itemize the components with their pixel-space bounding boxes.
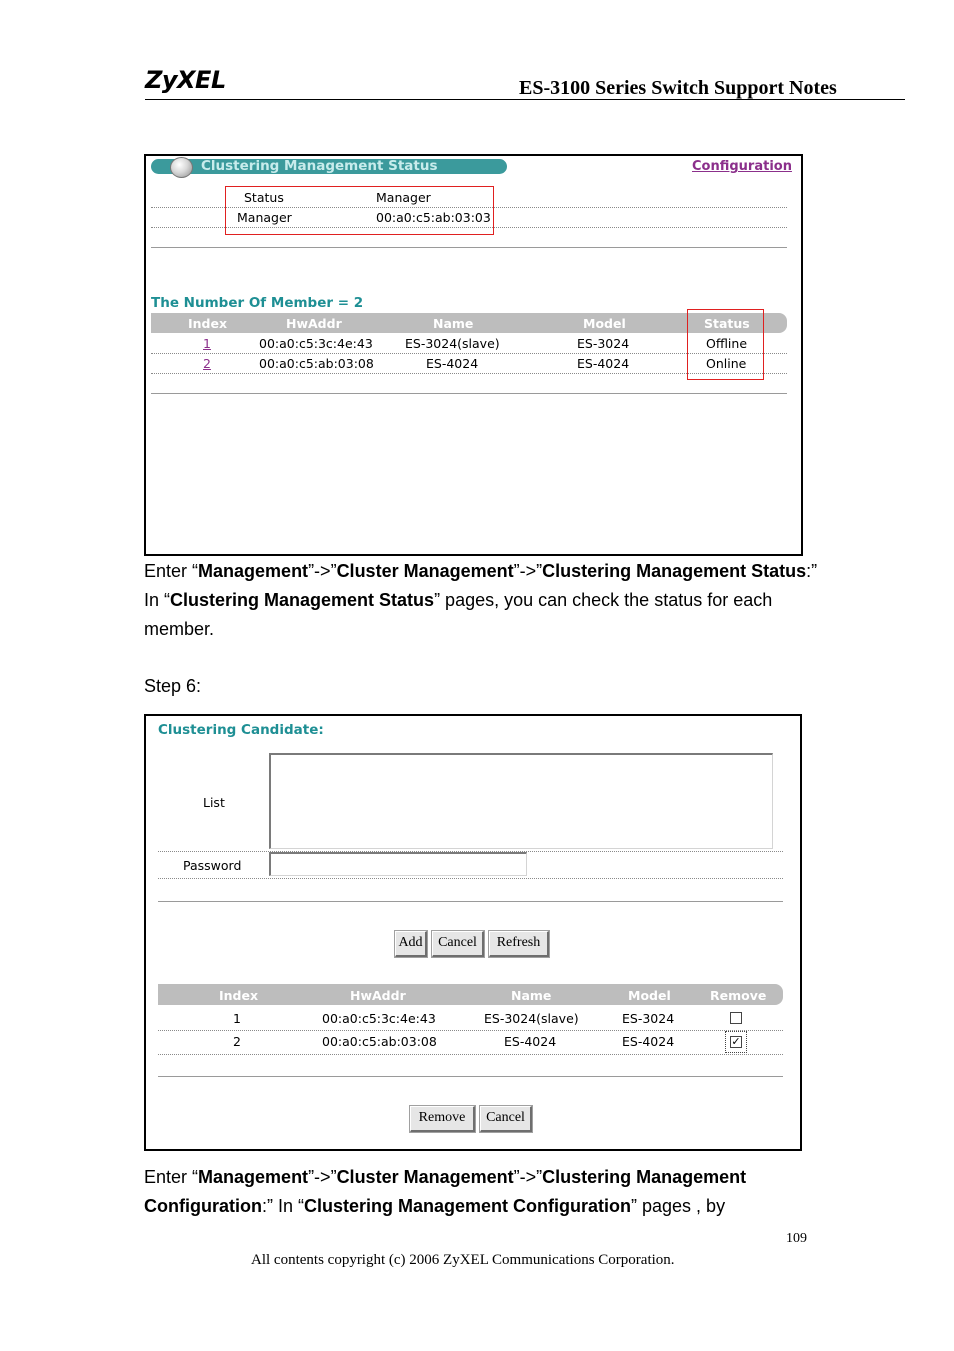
remove-button[interactable]: Remove <box>410 1106 475 1132</box>
manager-label: Manager <box>237 210 292 225</box>
password-input[interactable] <box>269 852 527 876</box>
text-run: ”->” <box>308 561 337 581</box>
member-status: Offline <box>706 336 748 351</box>
member-model: ES-4024 <box>577 356 630 371</box>
member-count-heading: The Number Of Member = 2 <box>151 295 364 311</box>
divider <box>158 1030 783 1031</box>
text-run: ” pages , by <box>631 1196 726 1216</box>
status-value: Manager <box>376 190 431 205</box>
member-hwaddr: 00:a0:c5:ab:03:08 <box>259 356 374 371</box>
text-run-bold: Clustering Management Status <box>170 590 435 610</box>
copyright-notice: All contents copyright (c) 2006 ZyXEL Communications Corporation. <box>251 1252 675 1268</box>
candidate-model: ES-3024 <box>622 1011 675 1026</box>
column-header-remove: Remove <box>710 988 767 1003</box>
candidate-hwaddr: 00:a0:c5:3c:4e:43 <box>322 1011 436 1026</box>
candidate-index: 2 <box>233 1034 241 1049</box>
status-panel-title: Clustering Management Status <box>201 158 438 174</box>
candidate-hwaddr: 00:a0:c5:ab:03:08 <box>322 1034 437 1049</box>
manager-highlight-box <box>225 186 494 235</box>
text-run-bold: Management <box>198 561 309 581</box>
text-run-bold: Clustering Management Configuration <box>304 1196 632 1216</box>
instruction-paragraph-configuration <box>144 1163 824 1221</box>
column-header-status: Status <box>704 316 750 331</box>
column-header-hwaddr: HwAddr <box>350 988 406 1003</box>
cancel-button[interactable]: Cancel <box>480 1106 532 1132</box>
text-run: :” In “ <box>144 561 818 610</box>
add-button[interactable]: Add <box>395 931 427 957</box>
header-rule <box>145 99 905 100</box>
manager-mac-value: 00:a0:c5:ab:03:03 <box>376 210 491 225</box>
member-index-link[interactable]: 2 <box>203 356 211 371</box>
text-run: Enter “ <box>144 561 199 581</box>
zyxel-logo: ZyXEL <box>145 66 226 94</box>
member-index-link[interactable]: 1 <box>203 336 211 351</box>
cancel-button[interactable]: Cancel <box>432 931 484 957</box>
refresh-button[interactable]: Refresh <box>489 931 549 957</box>
divider <box>158 1076 783 1077</box>
column-header-name: Name <box>433 316 474 331</box>
page-number: 109 <box>786 1231 807 1246</box>
candidate-panel-title: Clustering Candidate: <box>158 722 324 738</box>
column-header-name: Name <box>511 988 552 1003</box>
member-model: ES-3024 <box>577 336 630 351</box>
column-header-model: Model <box>583 316 626 331</box>
list-label: List <box>203 795 225 810</box>
remove-checkbox[interactable]: ✓ <box>731 1035 741 1048</box>
text-run: ”->” <box>308 1167 337 1187</box>
text-run-bold: Management <box>198 1167 309 1187</box>
member-name: ES-3024(slave) <box>405 336 500 351</box>
column-header-hwaddr: HwAddr <box>286 316 342 331</box>
configuration-link[interactable]: Configuration <box>692 159 792 174</box>
divider <box>151 247 787 248</box>
column-header-index: Index <box>219 988 259 1003</box>
divider <box>158 878 783 879</box>
orb-icon <box>170 157 193 178</box>
member-name: ES-4024 <box>426 356 479 371</box>
status-highlight-box <box>687 309 764 380</box>
instruction-paragraph-status <box>144 557 824 644</box>
text-run-bold: Cluster Management <box>336 1167 514 1187</box>
candidate-index: 1 <box>233 1011 241 1026</box>
text-run-bold: Cluster Management <box>336 561 514 581</box>
member-status: Online <box>706 356 747 371</box>
text-run: Enter “ <box>144 1167 199 1187</box>
text-run: ” pages, you can check the status for each member. <box>144 590 773 639</box>
divider <box>158 901 783 902</box>
candidate-name: ES-4024 <box>504 1034 557 1049</box>
step-label: Step 6: <box>144 676 202 696</box>
candidate-name: ES-3024(slave) <box>484 1011 579 1026</box>
text-run-bold: Clustering Management Configuration <box>144 1167 747 1216</box>
status-label: Status <box>244 190 284 205</box>
text-run: ”->” <box>513 1167 543 1187</box>
remove-checkbox[interactable] <box>730 1012 742 1024</box>
candidate-list-box[interactable] <box>269 753 773 849</box>
column-header-index: Index <box>188 316 228 331</box>
document-title: ES-3100 Series Switch Support Notes <box>519 77 837 99</box>
text-run: :” In “ <box>261 1196 304 1216</box>
column-header-model: Model <box>628 988 671 1003</box>
text-run: ”->” <box>513 561 543 581</box>
text-run-bold: Clustering Management Status <box>542 561 807 581</box>
password-label: Password <box>183 858 242 873</box>
divider <box>151 393 787 394</box>
candidate-model: ES-4024 <box>622 1034 675 1049</box>
member-hwaddr: 00:a0:c5:3c:4e:43 <box>259 336 373 351</box>
divider <box>158 1054 783 1055</box>
